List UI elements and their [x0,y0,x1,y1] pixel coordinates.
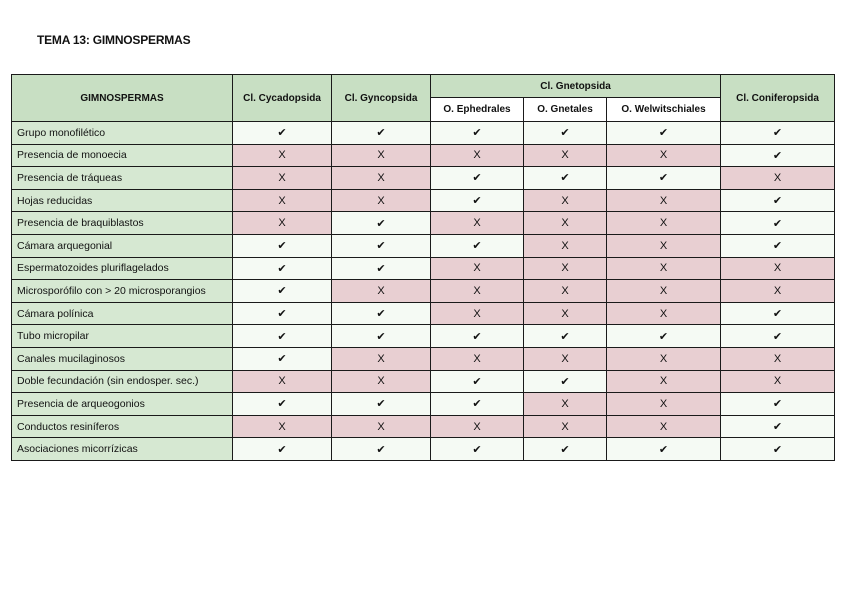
check-icon [332,393,431,416]
table-row [12,325,835,348]
x-symbol: X [377,375,385,388]
check-icon [607,167,721,190]
x-symbol: X [473,262,481,275]
x-symbol: X [773,284,782,297]
checkmark-symbol: ✔ [472,127,482,140]
cross-mark [721,257,835,280]
table-row [12,144,835,167]
x-symbol: X [473,352,481,365]
check-icon [721,415,835,438]
check-icon [721,234,835,257]
x-symbol: X [561,307,569,320]
row-label: Presencia de braquiblastos [12,212,233,235]
checkmark-symbol: ✔ [772,149,783,162]
row-label: Grupo monofilético [12,122,233,145]
check-icon [721,302,835,325]
cross-mark [431,257,524,280]
row-label: Conductos resiníferos [12,415,233,438]
check-icon [607,122,721,145]
x-symbol: X [561,352,569,365]
checkmark-symbol: ✔ [772,308,783,321]
check-icon [431,234,524,257]
table-row [12,415,835,438]
checkmark-symbol: ✔ [772,217,783,230]
table-row [12,302,835,325]
x-symbol: X [561,217,569,230]
x-symbol: X [659,194,668,207]
x-symbol: X [659,352,668,365]
row-label: Asociaciones micorrízicas [12,438,233,461]
x-symbol: X [773,375,782,388]
cross-mark [524,280,607,303]
checkmark-symbol: ✔ [376,127,386,140]
cross-mark [721,347,835,370]
checkmark-symbol: ✔ [772,421,783,434]
check-icon [431,325,524,348]
check-icon [607,438,721,461]
checkmark-symbol: ✔ [772,330,783,343]
checkmark-symbol: ✔ [277,443,287,456]
cross-mark [607,257,721,280]
cross-mark [524,257,607,280]
checkmark-symbol: ✔ [560,375,570,388]
check-icon [721,212,835,235]
check-icon [332,257,431,280]
cross-mark [607,302,721,325]
check-icon [332,234,431,257]
row-label: Canales mucilaginosos [12,347,233,370]
row-label: Cámara polínica [12,302,233,325]
check-icon [431,122,524,145]
table-row [12,347,835,370]
x-symbol: X [659,307,668,320]
cross-mark [721,167,835,190]
check-icon [233,257,332,280]
check-icon [233,280,332,303]
subheader-ephedrales: O. Ephedrales [431,98,524,122]
checkmark-symbol: ✔ [772,195,783,208]
cross-mark [431,280,524,303]
checkmark-symbol: ✔ [658,443,669,456]
cross-mark [524,302,607,325]
x-symbol: X [561,397,569,410]
cross-mark [431,212,524,235]
row-label: Presencia de tráqueas [12,167,233,190]
checkmark-symbol: ✔ [772,443,783,456]
x-symbol: X [659,262,668,275]
check-icon [431,189,524,212]
check-icon [233,302,332,325]
cross-mark [332,144,431,167]
cross-mark [332,415,431,438]
checkmark-symbol: ✔ [277,285,287,298]
cross-mark [607,212,721,235]
checkmark-symbol: ✔ [772,398,783,411]
check-icon [431,167,524,190]
checkmark-symbol: ✔ [560,443,570,456]
x-symbol: X [473,420,481,433]
cross-mark [431,144,524,167]
checkmark-symbol: ✔ [376,217,386,230]
x-symbol: X [561,420,569,433]
check-icon [721,122,835,145]
checkmark-symbol: ✔ [658,127,669,140]
checkmark-symbol: ✔ [376,443,386,456]
x-symbol: X [659,217,668,230]
checkmark-symbol: ✔ [772,127,783,140]
checkmark-symbol: ✔ [560,127,570,140]
cross-mark [431,415,524,438]
cross-mark [721,370,835,393]
x-symbol: X [473,284,481,297]
column-header-gyncopsida: Cl. Gyncopsida [332,75,431,122]
check-icon [431,393,524,416]
checkmark-symbol: ✔ [277,308,287,321]
cross-mark [524,347,607,370]
table-row [12,257,835,280]
check-icon [332,325,431,348]
cross-mark [524,234,607,257]
subheader-gnetales: O. Gnetales [524,98,607,122]
x-symbol: X [659,397,668,410]
x-symbol: X [278,194,286,207]
row-label: Tubo micropilar [12,325,233,348]
cross-mark [607,370,721,393]
column-header-coniferopsida: Cl. Coniferopsida [721,75,835,122]
cross-mark [332,370,431,393]
cross-mark [524,415,607,438]
x-symbol: X [773,352,782,365]
x-symbol: X [659,375,668,388]
check-icon [721,325,835,348]
cross-mark [607,234,721,257]
cross-mark [524,144,607,167]
cross-mark [524,212,607,235]
cross-mark [332,347,431,370]
x-symbol: X [659,284,668,297]
x-symbol: X [377,284,385,297]
checkmark-symbol: ✔ [376,330,386,343]
x-symbol: X [278,171,286,184]
table-row [12,167,835,190]
x-symbol: X [773,171,782,184]
check-icon [524,325,607,348]
x-symbol: X [377,194,385,207]
x-symbol: X [473,149,481,162]
table-row [12,370,835,393]
cross-mark [233,189,332,212]
cross-mark [332,167,431,190]
table-row [12,189,835,212]
table-row [12,438,835,461]
check-icon [332,212,431,235]
checkmark-symbol: ✔ [472,443,482,456]
checkmark-symbol: ✔ [560,330,570,343]
cross-mark [607,144,721,167]
table-row [12,234,835,257]
checkmark-symbol: ✔ [472,195,482,208]
column-header-cycadopsida: Cl. Cycadopsida [233,75,332,122]
check-icon [233,347,332,370]
x-symbol: X [473,217,481,230]
checkmark-symbol: ✔ [472,375,482,388]
table-body [12,122,835,461]
table-row [12,280,835,303]
row-label: Presencia de arqueogonios [12,393,233,416]
x-symbol: X [473,307,481,320]
checkmark-symbol: ✔ [772,240,783,253]
x-symbol: X [377,352,385,365]
checkmark-symbol: ✔ [277,127,287,140]
checkmark-symbol: ✔ [376,308,386,321]
row-label: Cámara arquegonial [12,234,233,257]
cross-mark [431,347,524,370]
x-symbol: X [659,149,668,162]
cross-mark [607,415,721,438]
cross-mark [233,167,332,190]
check-icon [233,393,332,416]
x-symbol: X [659,239,668,252]
checkmark-symbol: ✔ [472,398,482,411]
check-icon [431,438,524,461]
subheader-welwitschiales: O. Welwitschiales [607,98,721,122]
row-label: Hojas reducidas [12,189,233,212]
x-symbol: X [377,171,385,184]
check-icon [524,167,607,190]
check-icon [332,438,431,461]
x-symbol: X [278,420,286,433]
table-row [12,122,835,145]
x-symbol: X [561,149,569,162]
x-symbol: X [561,194,569,207]
cross-mark [233,415,332,438]
x-symbol: X [773,262,782,275]
cross-mark [332,280,431,303]
page-title: TEMA 13: GIMNOSPERMAS [37,33,191,47]
check-icon [721,144,835,167]
checkmark-symbol: ✔ [277,353,287,366]
table-row [12,393,835,416]
check-icon [233,234,332,257]
table-row [12,212,835,235]
checkmark-symbol: ✔ [277,398,287,411]
column-header-gnetopsida: Cl. Gnetopsida [431,75,721,98]
x-symbol: X [377,149,385,162]
checkmark-symbol: ✔ [376,240,386,253]
x-symbol: X [278,375,286,388]
check-icon [233,325,332,348]
x-symbol: X [659,420,668,433]
cross-mark [607,189,721,212]
x-symbol: X [278,217,286,230]
row-label: Doble fecundación (sin endosper. sec.) [12,370,233,393]
x-symbol: X [561,284,569,297]
check-icon [524,122,607,145]
x-symbol: X [561,239,569,252]
check-icon [431,370,524,393]
checkmark-symbol: ✔ [277,262,287,275]
checkmark-symbol: ✔ [472,240,482,253]
checkmark-symbol: ✔ [277,240,287,253]
checkmark-symbol: ✔ [472,330,482,343]
checkmark-symbol: ✔ [658,330,669,343]
checkmark-symbol: ✔ [376,398,386,411]
row-label: Espermatozoides pluriflagelados [12,257,233,280]
cross-mark [524,189,607,212]
corner-header: GIMNOSPERMAS [12,75,233,122]
cross-mark [607,347,721,370]
check-icon [721,393,835,416]
row-label: Presencia de monoecia [12,144,233,167]
characteristics-table [11,74,835,461]
check-icon [233,122,332,145]
checkmark-symbol: ✔ [560,172,570,185]
cross-mark [431,302,524,325]
cross-mark [332,189,431,212]
check-icon [332,122,431,145]
checkmark-symbol: ✔ [658,172,669,185]
check-icon [524,370,607,393]
checkmark-symbol: ✔ [277,330,287,343]
cross-mark [607,393,721,416]
check-icon [524,438,607,461]
cross-mark [233,144,332,167]
check-icon [332,302,431,325]
checkmark-symbol: ✔ [472,172,482,185]
x-symbol: X [561,262,569,275]
x-symbol: X [377,420,385,433]
row-label: Microsporófilo con > 20 microsporangios [12,280,233,303]
cross-mark [524,393,607,416]
check-icon [607,325,721,348]
cross-mark [233,370,332,393]
cross-mark [233,212,332,235]
check-icon [233,438,332,461]
checkmark-symbol: ✔ [376,262,386,275]
check-icon [721,189,835,212]
check-icon [721,438,835,461]
x-symbol: X [278,149,286,162]
cross-mark [607,280,721,303]
cross-mark [721,280,835,303]
